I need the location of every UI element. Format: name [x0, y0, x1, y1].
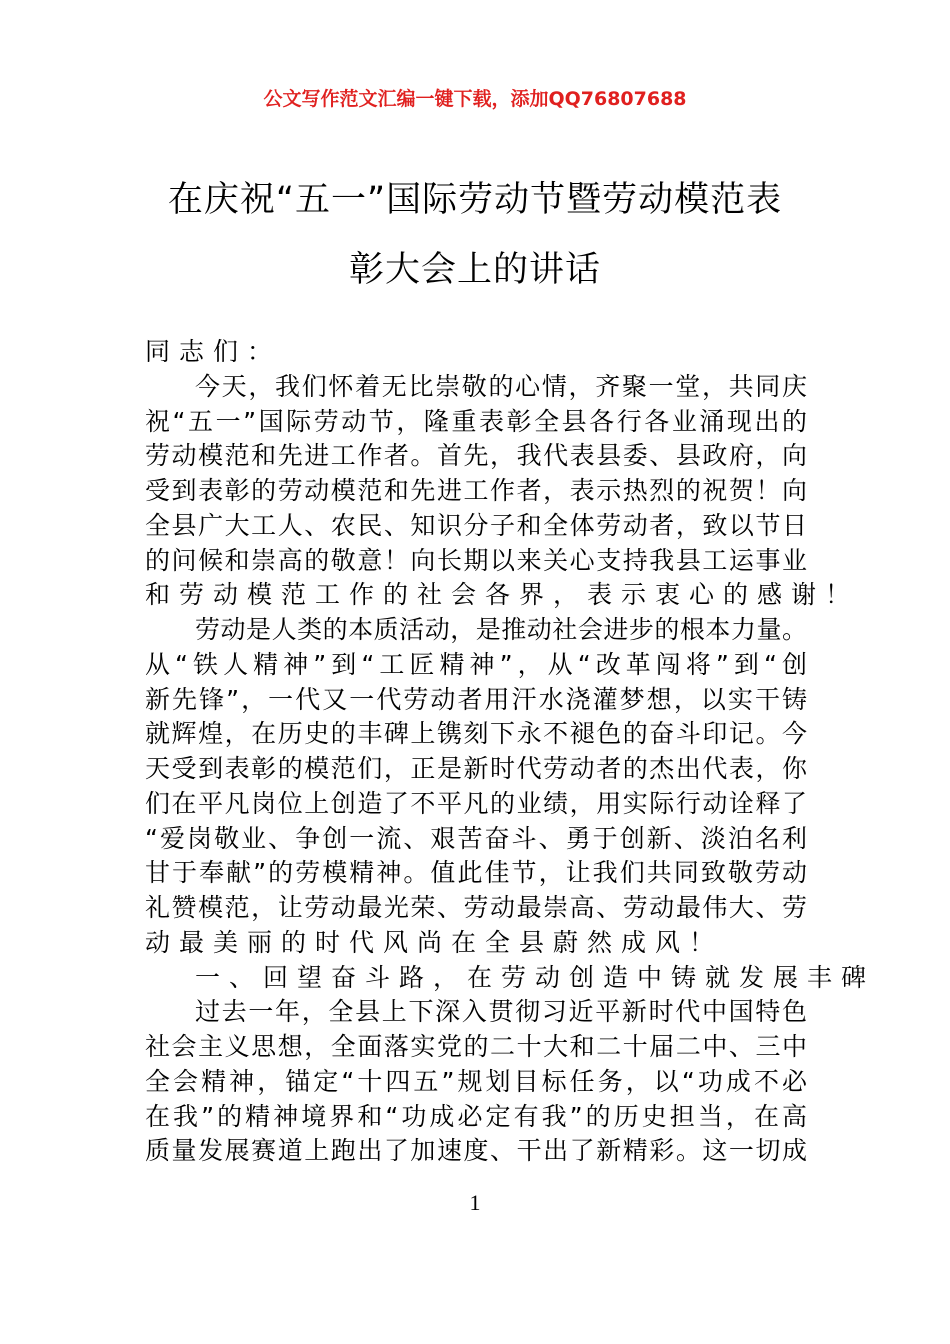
paragraph-line: 们在平凡岗位上创造了不平凡的业绩，用实际行动诠释了: [145, 788, 807, 818]
section-heading: [145, 961, 876, 996]
paragraph-line: 一、回望奋斗路，在劳动创造中铸就发展丰碑: [195, 962, 876, 992]
paragraph-line: 质量发展赛道上跑出了加速度、干出了新精彩。这一切成: [145, 1136, 807, 1166]
paragraph-line: 受到表彰的劳动模范和先进工作者，表示热烈的祝贺！向: [145, 476, 807, 505]
paragraph-line: 的问候和崇高的敬意！向长期以来关心支持我县工运事业: [145, 545, 807, 575]
paragraph-line: 祝“五一”国际劳动节，隆重表彰全县各行各业涌现出的: [145, 406, 807, 436]
paragraph-line: 在我”的精神境界和“功成必定有我”的历史担当，在高: [145, 1101, 807, 1131]
paragraph-line: 礼赞模范，让劳动最光荣、劳动最崇高、劳动最伟大、劳: [145, 893, 807, 922]
paragraph: [145, 995, 807, 1169]
page-number: 1: [469, 1190, 481, 1215]
paragraph-line: 新先锋”，一代又一代劳动者用汗水浇灌梦想，以实干铸: [145, 684, 807, 714]
document-title-line-1: 在庆祝“五一”国际劳动节暨劳动模范表: [167, 180, 783, 220]
promo-header: 公文写作范文汇编一键下载，添加QQ76807688: [263, 88, 687, 110]
salutation: 同志们：: [145, 337, 282, 366]
paragraph-line: 社会主义思想，全面落实党的二十大和二十届二中、三中: [145, 1032, 807, 1061]
paragraph-line: 劳动模范和先进工作者。首先，我代表县委、县政府，向: [145, 441, 807, 471]
paragraph-line: 甘于奉献”的劳模精神。值此佳节，让我们共同致敬劳动: [145, 858, 807, 888]
paragraph-line: 劳动是人类的本质活动，是推动社会进步的根本力量。: [195, 615, 807, 644]
paragraph-line: 就辉煌，在历史的丰碑上镌刻下永不褪色的奋斗印记。今: [145, 719, 807, 749]
paragraph: [145, 613, 807, 961]
paragraph-line: 动最美丽的时代风尚在全县蔚然成风！: [145, 927, 724, 957]
paragraph-line: 从“铁人精神”到“工匠精神”，从“改革闯将”到“创: [145, 649, 807, 679]
paragraph-line: 和劳动模范工作的社会各界，表示衷心的感谢！: [145, 580, 860, 610]
paragraph-line: 今天，我们怀着无比崇敬的心情，齐聚一堂，共同庆: [195, 371, 807, 401]
paragraph-line: 全会精神，锚定“十四五”规划目标任务，以“功成不必: [145, 1066, 807, 1096]
paragraph-line: 全县广大工人、农民、知识分子和全体劳动者，致以节日: [145, 510, 807, 540]
document-body: [145, 335, 876, 1169]
paragraph-line: 过去一年，全县上下深入贯彻习近平新时代中国特色: [195, 997, 807, 1027]
paragraph-line: “爱岗敬业、争创一流、艰苦奋斗、勇于创新、淡泊名利: [145, 823, 807, 853]
document-title-line-2: 彰大会上的讲话: [348, 250, 601, 290]
paragraph: [145, 370, 860, 613]
paragraph-line: 天受到表彰的模范们，正是新时代劳动者的杰出代表，你: [145, 754, 807, 783]
